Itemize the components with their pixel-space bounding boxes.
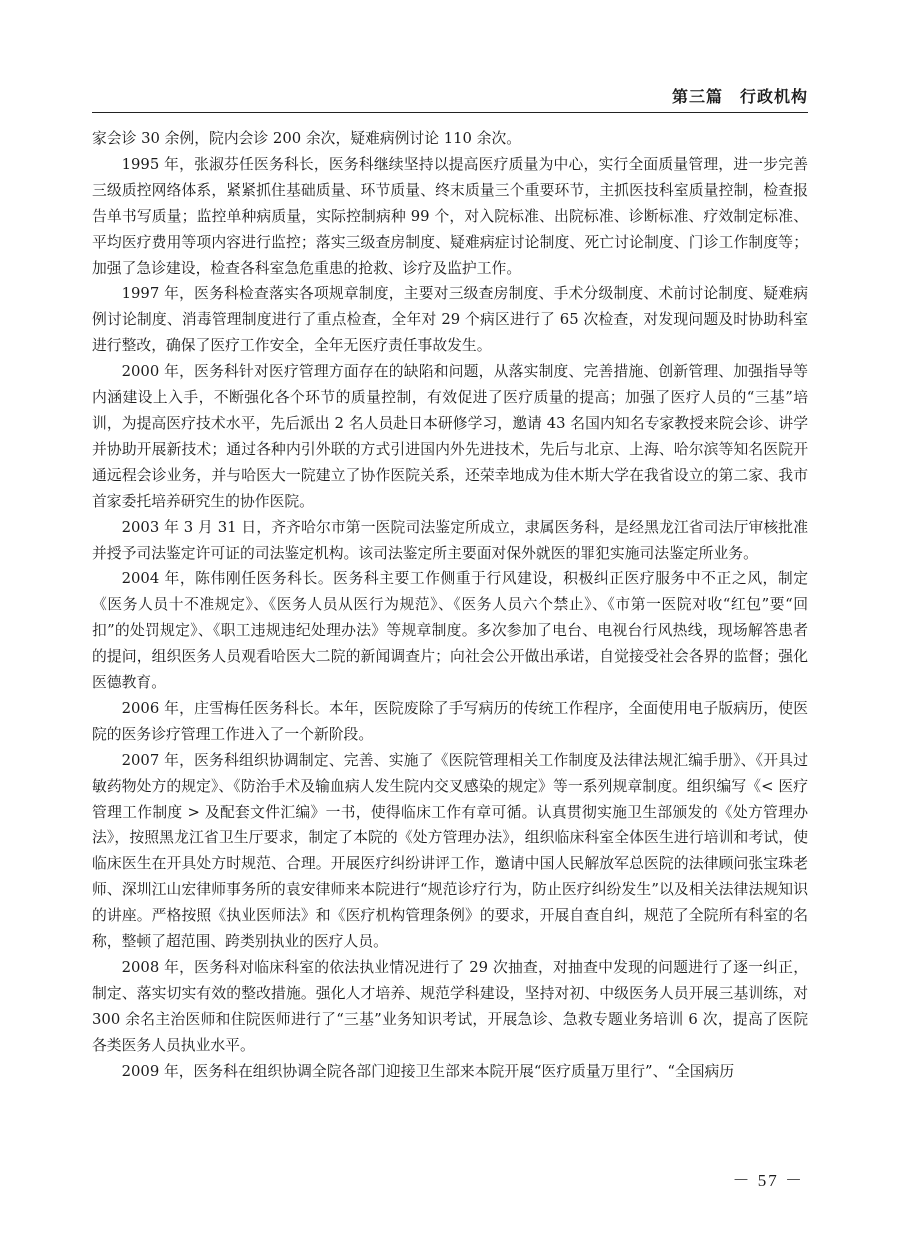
page-number: － 57 － <box>732 1171 804 1190</box>
paragraph: 2009 年，医务科在组织协调全院各部门迎接卫生部来本院开展“医疗质量万里行”、“全国病历 <box>121 1062 735 1080</box>
header-divider <box>92 112 808 113</box>
paragraph: 1997 年，医务科检查落实各项规章制度，主要对三级查房制度、手术分级制度、术前讨论制度、疑难病例讨论制度、消毒管理制度进行了重点检查，全年对 29 个病区进行了 65 次检查，对发现问题及时协助科室进行整改，确保了医疗工作安全，全年无医疗责任事故发生。 <box>92 285 808 355</box>
paragraph: 家会诊 30 余例，院内会诊 200 余次，疑难病例讨论 110 余次。 <box>92 130 522 147</box>
paragraph: 2000 年，医务科针对医疗管理方面存在的缺陷和问题，从落实制度、完善措施、创新管理、加强指导等内涵建设上入手，不断强化各个环节的质量控制，有效促进了医疗质量的提高；加强了医疗人员的“三基”培训，为提高医疗技术水平，先后派出 2 名人员赴日本研修学习，邀请 43 名国内知名专家教授来院会诊、讲学并协助开展新技术；通过各种内引外联的方式引进国内外先进技术，先后与北京、上海、哈尔滨等知名医院开通远程会诊业务，并与哈医大一院建立了协作医院关系，还荣幸地成为佳木斯大学在我省设立的第二家、我市首家委托培养研究生的协作医院。 <box>92 363 808 510</box>
paragraph: 2003 年 3 月 31 日，齐齐哈尔市第一医院司法鉴定所成立，隶属医务科，是经黑龙江省司法厅审核批准并授予司法鉴定许可证的司法鉴定机构。该司法鉴定所主要面对保外就医的罪犯实施司法鉴定所业务。 <box>92 518 808 562</box>
body-text <box>92 126 808 1085</box>
paragraph: 2006 年，庄雪梅任医务科长。本年，医院废除了手写病历的传统工作程序，全面使用电子版病历，使医院的医务诊疗管理工作进入了一个新阶段。 <box>92 699 808 743</box>
paragraph: 1995 年，张淑芬任医务科长，医务科继续坚持以提高医疗质量为中心，实行全面质量管理，进一步完善三级质控网络体系，紧紧抓住基础质量、环节质量、终末质量三个重要环节，主抓医技科室质量控制，检查报告单书写质量；监控单种病质量，实际控制病种 99 个，对入院标准、出院标准、诊断标准、疗效制定标准、平均医疗费用等项内容进行监控；落实三级查房制度、疑难病症讨论制度、死亡讨论制度、门诊工作制度等；加强了急诊建设，检查各科室急危重患的抢救、诊疗及监护工作。 <box>92 155 808 277</box>
section-title: 第三篇 行政机构 <box>671 87 808 106</box>
paragraph: 2004 年，陈伟刚任医务科长。医务科主要工作侧重于行风建设，积极纠正医疗服务中不正之风，制定《医务人员十不准规定》、《医务人员从医行为规范》、《医务人员六个禁止》、《市第一医院对收“红包”要“回扣”的处罚规定》、《职工违规违纪处理办法》等规章制度。多次参加了电台、电视台行风热线，现场解答患者的提问，组织医务人员观看哈医大二院的新闻调查片；向社会公开做出承诺，自觉接受社会各界的监督；强化医德教育。 <box>92 570 808 692</box>
paragraph: 2008 年，医务科对临床科室的依法执业情况进行了 29 次抽查，对抽查中发现的问题进行了逐一纠正，制定、落实切实有效的整改措施。强化人才培养、规范学科建设，坚持对初、中级医务人员开展三基训练，对 300 余名主治医师和住院医师进行了“三基”业务知识考试，开展急诊、急救专题业务培训 6 次，提高了医院各类医务人员执业水平。 <box>92 959 808 1054</box>
paragraph: 2007 年，医务科组织协调制定、完善、实施了《医院管理相关工作制度及法律法规汇编手册》、《开具过敏药物处方的规定》、《防治手术及输血病人发生院内交叉感染的规定》等一系列规章制度。组织编写《< 医疗管理工作制度 > 及配套文件汇编》一书，使得临床工作有章可循。认真贯彻实施卫生部颁发的《处方管理办法》，按照黑龙江省卫生厅要求，制定了本院的《处方管理办法》，组织临床科室全体医生进行培训和考试，使临床医生在开具处方时规范、合理。开展医疗纠纷讲评工作，邀请中国人民解放军总医院的法律顾问张宝珠老师、深圳江山宏律师事务所的袁安律师来本院进行“规范诊疗行为，防止医疗纠纷发生”以及相关法律法规知识的讲座。严格按照《执业医师法》和《医疗机构管理条例》的要求，开展自查自纠，规范了全院所有科室的名称，整顿了超范围、跨类别执业的医疗人员。 <box>92 751 808 951</box>
running-header <box>92 86 808 114</box>
